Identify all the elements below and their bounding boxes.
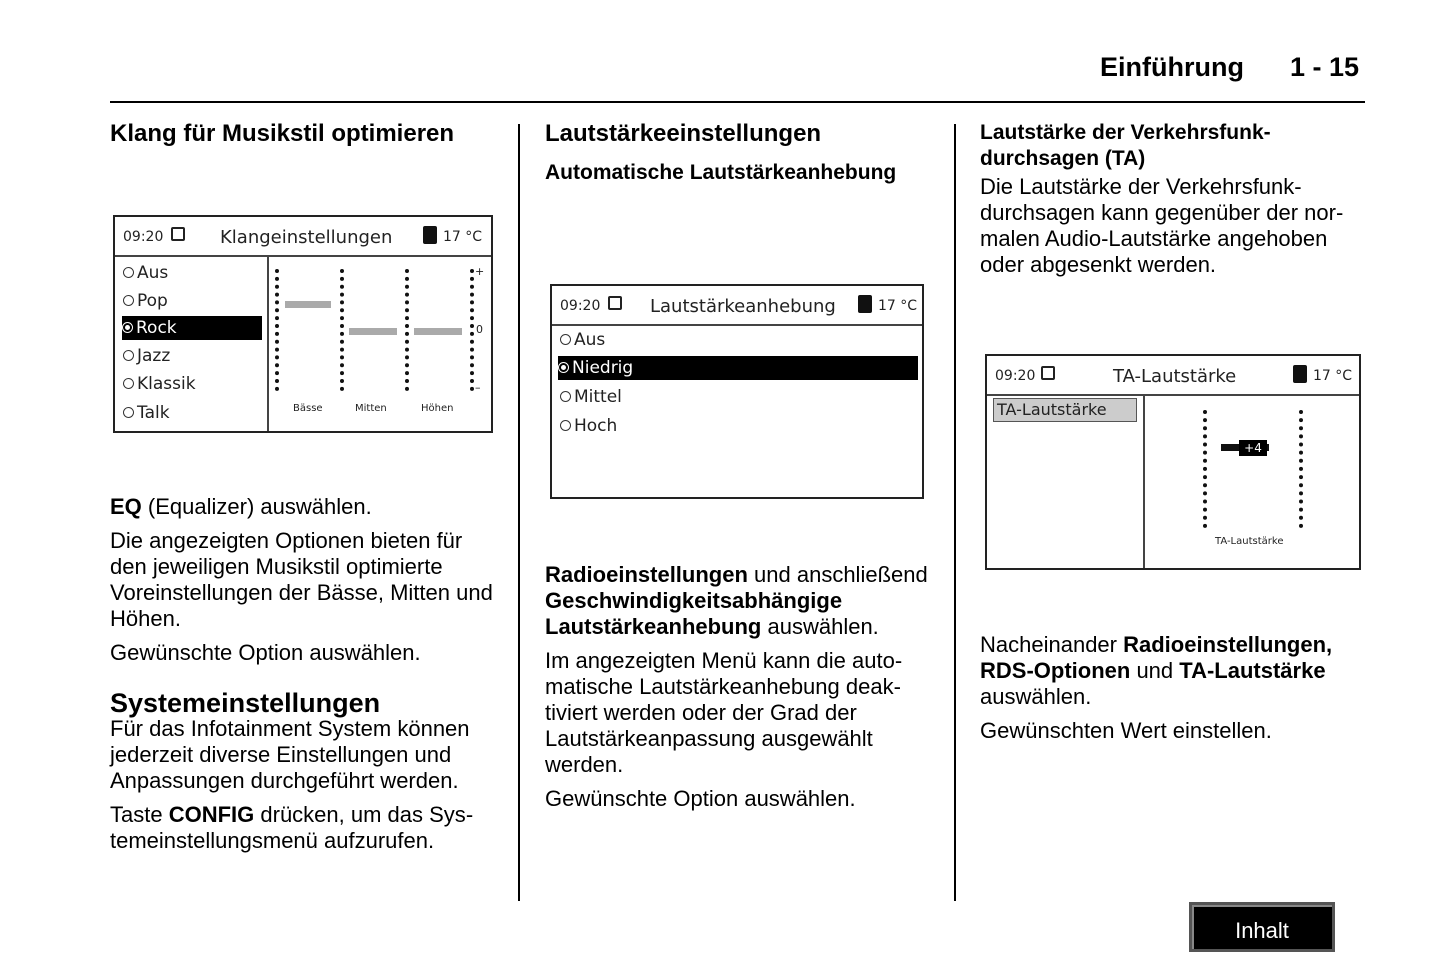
bold-term: CONFIG: [168, 802, 255, 827]
radio-icon: [123, 407, 134, 418]
bold-term: Radioeinstellungen, RDS-Optionen: [980, 632, 1333, 683]
option-hoch[interactable]: Hoch: [560, 414, 617, 438]
chapter-title: Einführung: [1100, 52, 1244, 82]
section-heading-ta: Lautstärke der Verkehrsfunkdurchsagen (TA): [980, 121, 1271, 170]
option-pop[interactable]: Pop: [123, 289, 168, 313]
screen-status-bar: [115, 217, 491, 257]
radio-selected-icon: [558, 362, 569, 373]
column-divider: [518, 124, 520, 901]
paragraph: Gewünschte Option auswählen.: [110, 640, 421, 665]
paragraph: Die Lautstärke der Verkehrsfunkdurchsagen kann gegenüber der normalen Audio-Lautstärke angehoben oder abgesenkt werden.: [980, 174, 1344, 277]
option-klassik[interactable]: Klassik: [123, 372, 196, 396]
paragraph: EQ (Equalizer) auswählen.: [110, 494, 372, 519]
clock-icon: [171, 227, 185, 241]
column-divider: [954, 124, 956, 901]
clock-icon: [1041, 366, 1055, 380]
screen-temperature: 17 °C: [878, 298, 918, 314]
clock-icon: [608, 296, 622, 310]
option-jazz[interactable]: Jazz: [123, 344, 170, 368]
bold-term: Radioeinstellungen: [545, 562, 748, 587]
column-2: [545, 120, 935, 186]
option-rock[interactable]: Rock: [122, 316, 262, 340]
paragraph: Gewünschte Option auswählen.: [545, 786, 856, 811]
klang-screen: [113, 215, 493, 433]
screen-status-bar: [552, 286, 922, 326]
ta-menu-item[interactable]: TA-Lautstärke: [993, 398, 1137, 422]
paragraph: Taste CONFIG drücken, um das Systemeinstellungsmenü aufzurufen.: [110, 802, 474, 853]
screen-status-bar: [987, 356, 1359, 396]
bold-term: Geschwindigkeitsabhängige Lautstärkeanhebung: [545, 588, 843, 639]
paragraph: Gewünschten Wert einstellen.: [980, 718, 1272, 743]
radio-icon: [560, 420, 571, 431]
paragraph: Für das Infotainment System können jederzeit diverse Einstellungen und Anpassungen durchgeführt werden.: [110, 716, 470, 793]
lautstaerke-screen: [550, 284, 924, 499]
ta-screen: [985, 354, 1361, 570]
radio-icon: [123, 267, 134, 278]
column-3: [980, 120, 1375, 286]
screen-divider: [267, 255, 269, 431]
option-aus[interactable]: Aus: [560, 328, 605, 352]
subsection-heading: Automatische Lautstärkeanhebung: [545, 161, 897, 184]
radio-icon: [123, 350, 134, 361]
screen-title: TA-Lautstärke: [1113, 366, 1237, 387]
screen-temperature: 17 °C: [443, 229, 483, 245]
radio-icon: [123, 378, 134, 389]
column-3-text: [980, 632, 1375, 752]
page-number: 1 - 15: [1290, 52, 1360, 82]
option-aus[interactable]: Aus: [123, 261, 168, 285]
ta-scale: [1203, 410, 1207, 528]
screen-time: 09:20: [995, 368, 1036, 384]
eq-scale: [405, 269, 409, 391]
radio-icon: [560, 334, 571, 345]
thermometer-icon: [858, 295, 872, 313]
eq-tick-minus: –: [475, 381, 481, 394]
paragraph: Die angezeigten Optionen bieten für den jeweiligen Musikstil optimierte Voreinstellungen der Bässe, Mitten und Höhen.: [110, 528, 493, 631]
section-heading-lautstaerke: Lautstärkeeinstellungen: [545, 120, 822, 147]
eq-label-mitten: Mitten: [355, 403, 387, 414]
option-talk[interactable]: Talk: [123, 401, 170, 425]
eq-bar-hoehen[interactable]: [414, 328, 462, 335]
eq-tick-zero: 0: [476, 323, 483, 336]
paragraph: Radioeinstellungen und anschließend Geschwindigkeitsabhängige Lautstärkeanhebung auswählen.: [545, 562, 928, 639]
eq-scale: [470, 269, 474, 391]
screen-title: Klangeinstellungen: [220, 227, 393, 248]
radio-selected-icon: [122, 322, 133, 333]
column-2-text: [545, 562, 937, 820]
ta-slider-value: +4: [1239, 440, 1267, 456]
option-niedrig[interactable]: Niedrig: [558, 356, 918, 380]
eq-tick-plus: +: [475, 265, 485, 278]
column-1: [110, 120, 500, 148]
option-mittel[interactable]: Mittel: [560, 385, 622, 409]
screen-divider: [1143, 394, 1145, 568]
thermometer-icon: [1293, 365, 1307, 383]
paragraph: Im angezeigten Menü kann die automatische Lautstärkeanhebung deaktiviert werden oder der Grad der Lautstärkeanpassung ausgewählt werden.: [545, 648, 903, 777]
header-divider: [110, 101, 1365, 103]
section-heading-system: Systemeinstellungen: [110, 688, 381, 718]
thermometer-icon: [423, 226, 437, 244]
radio-icon: [560, 391, 571, 402]
radio-icon: [123, 295, 134, 306]
paragraph: Nacheinander Radioeinstellungen, RDS-Optionen und TA-Lautstärke auswählen.: [980, 632, 1333, 709]
bold-term: TA-Lautstärke: [1179, 658, 1326, 683]
eq-label-hoehen: Höhen: [421, 403, 454, 414]
eq-label-baesse: Bässe: [293, 403, 323, 414]
screen-time: 09:20: [560, 298, 601, 314]
inhalt-button[interactable]: Inhalt: [1189, 902, 1335, 952]
eq-bar-mitten[interactable]: [349, 328, 397, 335]
section-heading-klang: Klang für Musikstil optimieren: [110, 120, 455, 147]
eq-scale: [275, 269, 279, 391]
ta-scale: [1299, 410, 1303, 528]
screen-time: 09:20: [123, 229, 164, 245]
screen-title: Lautstärkeanhebung: [650, 296, 836, 317]
screen-temperature: 17 °C: [1313, 368, 1353, 384]
column-1-text: [110, 494, 502, 862]
ta-slider-label: TA-Lautstärke: [1215, 536, 1284, 547]
eq-scale: [340, 269, 344, 391]
eq-bar-baesse[interactable]: [285, 301, 331, 308]
bold-term: EQ: [110, 494, 142, 519]
